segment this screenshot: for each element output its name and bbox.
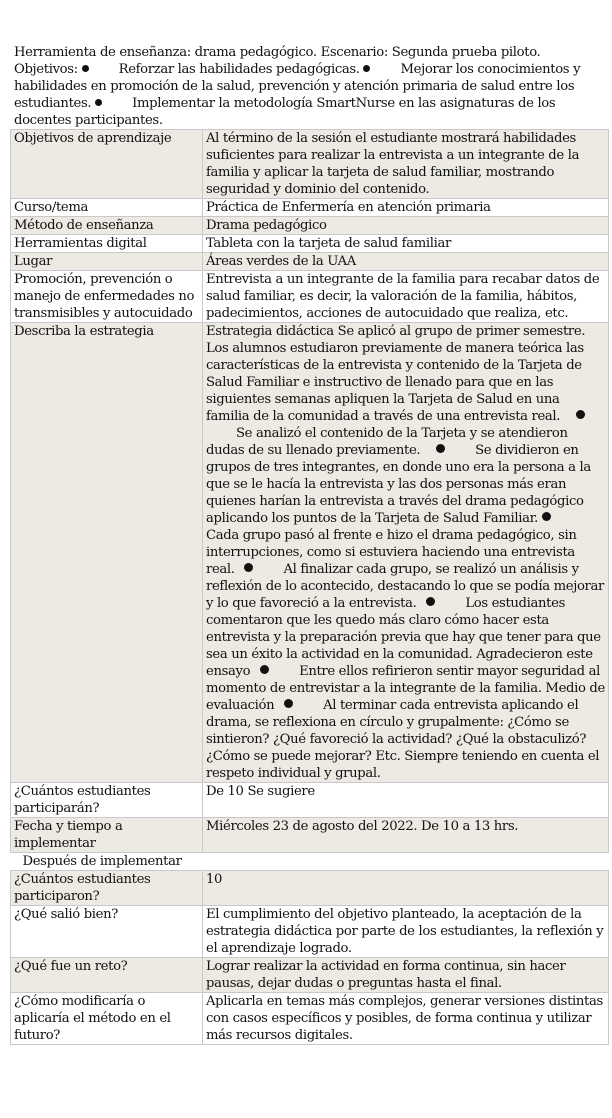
row-value: Áreas verdes de la UAA bbox=[203, 253, 609, 271]
table-row bbox=[11, 271, 609, 323]
row-value: Lograr realizar la actividad en forma continua, sin hacer pausas, dejar dudas o preguntas hasta el final. bbox=[203, 958, 609, 993]
row-value: Tableta con la tarjeta de salud familiar bbox=[203, 235, 609, 253]
strategy-point: Al terminar cada entrevista aplicando el drama, se reflexiona en círculo y grupalmente: ¿Cómo se sintieron? ¿Qué favoreció la actividad? ¿Qué la obstaculizó? ¿Cómo se puede mejorar? Etc. Siempre teniendo en cuenta el respeto individual y grupal. bbox=[206, 698, 600, 781]
row-label: ¿Qué fue un reto? bbox=[11, 958, 203, 993]
row-label: ¿Cuántos estudiantes participaron? bbox=[11, 871, 203, 906]
row-label: Herramientas digital bbox=[11, 235, 203, 253]
row-label: Describa la estrategia bbox=[11, 323, 203, 783]
row-value: 10 bbox=[203, 871, 609, 906]
table-row bbox=[11, 993, 609, 1045]
bullet-icon bbox=[426, 597, 435, 606]
table-row bbox=[11, 217, 609, 235]
objective-item: Reforzar las habilidades pedagógicas. bbox=[118, 62, 360, 77]
row-label: ¿Cuántos estudiantes participarán? bbox=[11, 783, 203, 818]
objectives-label: Objetivos: bbox=[14, 62, 78, 77]
row-value: El cumplimiento del objetivo planteado, la aceptación de la estrategia didáctica por parte de los estudiantes, la reflexión y el aprendizaje logrado. bbox=[203, 906, 609, 958]
row-label: Método de enseñanza bbox=[11, 217, 203, 235]
bullet-icon bbox=[260, 665, 269, 674]
row-value: Aplicarla en temas más complejos, generar versiones distintas con casos específicos y posibles, de forma continua y utilizar más recursos digitales. bbox=[203, 993, 609, 1045]
row-label: Curso/tema bbox=[11, 199, 203, 217]
row-label: Fecha y tiempo a implementar bbox=[11, 818, 203, 853]
row-value: Práctica de Enfermería en atención primaria bbox=[203, 199, 609, 217]
strategy-point: Se dividieron en grupos de tres integrantes, en donde uno era la persona a la que se le hacía la entrevista y las dos personas más eran quienes harían la entrevista a través del drama pedagógico aplicando los puntos de la Tarjeta de Salud Familiar. bbox=[206, 443, 591, 526]
row-value: Al término de la sesión el estudiante mostrará habilidades suficientes para realizar la entrevista a un integrante de la familia y aplicar la tarjeta de salud familiar, mostrando seguridad y dominio del contenido. bbox=[203, 130, 609, 199]
strategy-row bbox=[11, 323, 609, 783]
bullet-icon bbox=[436, 444, 445, 453]
row-value: Miércoles 23 de agosto del 2022. De 10 a 13 hrs. bbox=[203, 818, 609, 853]
tool-scenario-text: Herramienta de enseñanza: drama pedagógico. Escenario: Segunda prueba piloto. bbox=[14, 45, 541, 60]
section-header-row bbox=[11, 853, 609, 871]
document-intro bbox=[14, 44, 604, 129]
strategy-point: Entre ellos refirieron sentir mayor seguridad al momento de entrevistar a la integrante de la familia. Medio de evaluación bbox=[206, 664, 605, 713]
implementation-table bbox=[10, 129, 609, 1045]
bullet-icon bbox=[284, 699, 293, 708]
table-row bbox=[11, 783, 609, 818]
strategy-intro: Estrategia didáctica Se aplicó al grupo de primer semestre. Los alumnos estudiaron previamente de manera teórica las características de la entrevista y contenido de la Tarjeta de Salud Familiar e instructivo de llenado para que en las siguientes semanas apliquen la Tarjeta de Salud en una familia de la comunidad a través de una entrevista real. bbox=[206, 324, 586, 424]
row-value: De 10 Se sugiere bbox=[203, 783, 609, 818]
bullet-icon bbox=[576, 410, 585, 419]
objective-item: Implementar la metodología SmartNurse en las asignaturas de los docentes participantes. bbox=[14, 96, 556, 128]
row-value: Entrevista a un integrante de la familia para recabar datos de salud familiar, es decir, la valoración de la familia, hábitos, padecimientos, acciones de autocuidado que realiza, etc. bbox=[203, 271, 609, 323]
table-row bbox=[11, 906, 609, 958]
strategy-point: Los estudiantes comentaron que les quedo más claro cómo hacer esta entrevista y la preparación previa que hay que tener para que sea un éxito la actividad en la comunidad. Agradecieron este ensayo bbox=[206, 596, 601, 679]
table-row bbox=[11, 871, 609, 906]
row-value: Drama pedagógico bbox=[203, 217, 609, 235]
row-label: Promoción, prevención o manejo de enfermedades no transmisibles y autocuidado bbox=[11, 271, 203, 323]
strategy-point: Se analizó el contenido de la Tarjeta y se atendieron dudas de su llenado previamente. bbox=[206, 426, 568, 458]
strategy-point: Cada grupo pasó al frente e hizo el drama pedagógico, sin interrupciones, como si estuviera haciendo una entrevista real. bbox=[206, 528, 577, 577]
objective-item: Mejorar los conocimientos y habilidades en promoción de la salud, prevención y atención primaria de salud entre los estudiantes. bbox=[14, 62, 581, 111]
strategy-text bbox=[203, 323, 609, 783]
table-row bbox=[11, 235, 609, 253]
bullet-icon bbox=[542, 512, 551, 521]
strategy-point: Al finalizar cada grupo, se realizó un análisis y reflexión de lo acontecido, destacando lo que se podía mejorar y lo que favoreció a la entrevista. bbox=[206, 562, 604, 611]
table-row bbox=[11, 130, 609, 199]
bullet-icon bbox=[363, 65, 370, 72]
bullet-icon bbox=[244, 563, 253, 572]
row-label: Objetivos de aprendizaje bbox=[11, 130, 203, 199]
row-label: Lugar bbox=[11, 253, 203, 271]
bullet-icon bbox=[95, 99, 102, 106]
row-label: ¿Cómo modificaría o aplicaría el método en el futuro? bbox=[11, 993, 203, 1045]
row-label: ¿Qué salió bien? bbox=[11, 906, 203, 958]
table-row bbox=[11, 958, 609, 993]
table-row bbox=[11, 253, 609, 271]
table-row bbox=[11, 199, 609, 217]
table-row bbox=[11, 818, 609, 853]
section-title: Después de implementar bbox=[11, 853, 609, 871]
bullet-icon bbox=[82, 65, 89, 72]
